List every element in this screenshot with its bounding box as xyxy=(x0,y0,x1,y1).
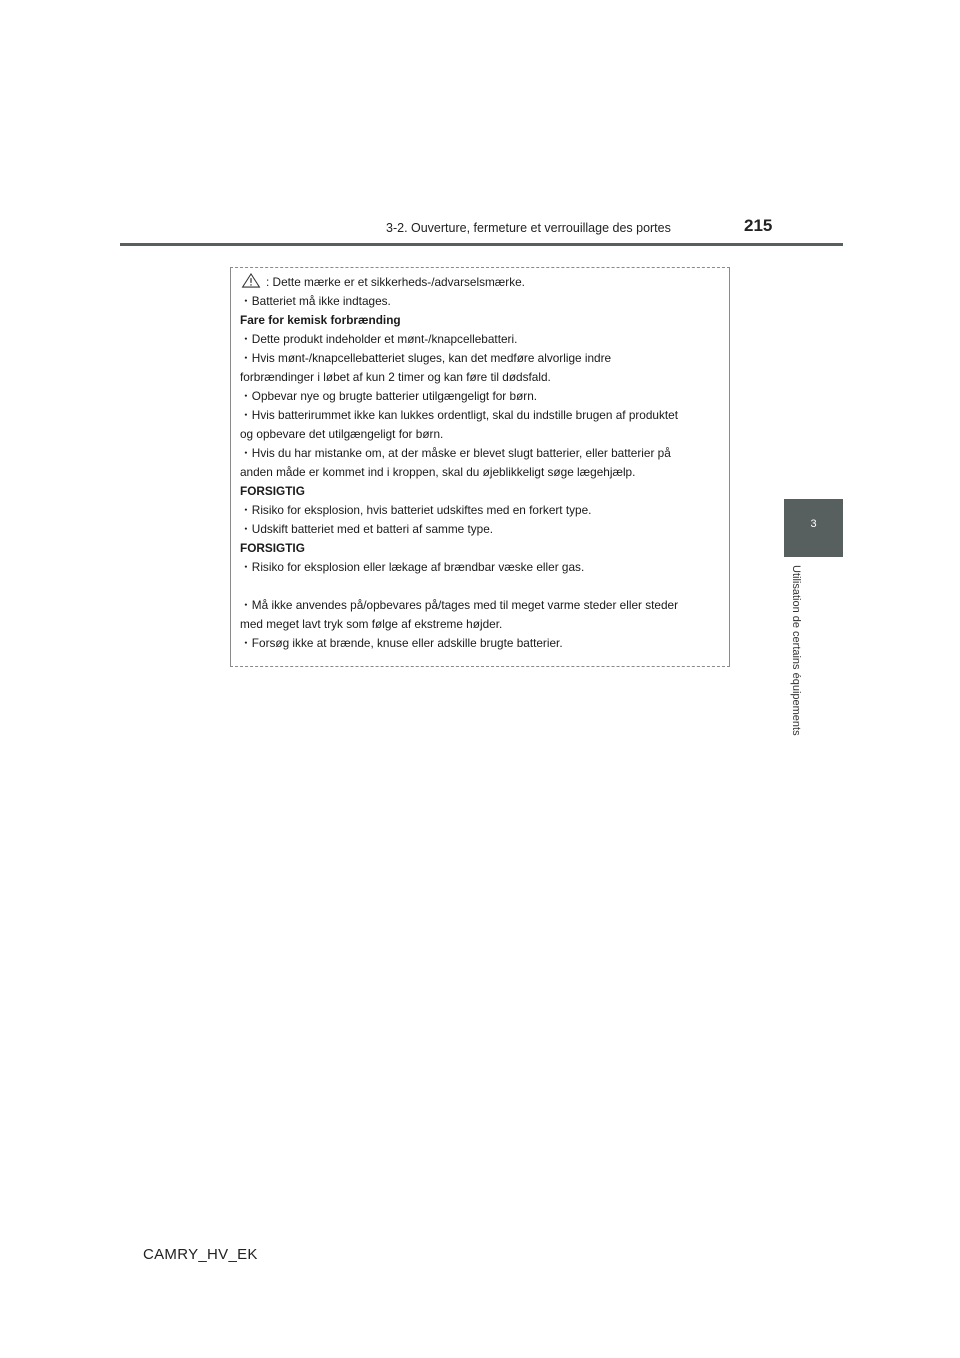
store-away-from-children: ・Opbevar nye og brugte batterier utilgængeligt for børn. xyxy=(240,389,538,403)
caution-heading-2: FORSIGTIG xyxy=(240,541,305,555)
compartment-warning-line-1: ・Hvis batterirummet ikke kan lukkes ordentligt, skal du indstille brugen af produktet xyxy=(240,408,678,422)
chemical-burn-heading: Fare for kemisk forbrænding xyxy=(240,313,401,327)
swallow-warning-line-1: ・Hvis mønt-/knapcellebatteriet sluges, kan det medføre alvorlige indre xyxy=(240,351,612,365)
warning-intro-line xyxy=(240,273,723,292)
suspect-swallow-line-1: ・Hvis du har mistanke om, at der måske er blevet slugt batterier, eller batterier på xyxy=(240,446,671,460)
paragraph-spacer xyxy=(240,577,723,596)
chapter-tab: 3 xyxy=(784,499,843,557)
suspect-swallow-line-2: anden måde er kommet ind i kroppen, skal du øjeblikkeligt søge lægehjælp. xyxy=(240,465,636,479)
replace-same-type: ・Udskift batteriet med et batteri af samme type. xyxy=(240,522,494,536)
warning-intro-text: : Dette mærke er et sikkerheds-/advarselsmærke. xyxy=(266,275,525,289)
explosion-leakage: ・Risiko for eksplosion eller lækage af brændbar væske eller gas. xyxy=(240,560,585,574)
chapter-title: Utilisation de certains équipements xyxy=(790,565,802,736)
contains-coin-cell: ・Dette produkt indeholder et mønt-/knapcellebatteri. xyxy=(240,332,518,346)
battery-warning-box xyxy=(230,267,730,667)
temperature-warning-line-1: ・Må ikke anvendes på/opbevares på/tages med til meget varme steder eller steder xyxy=(240,598,679,612)
warning-triangle-icon xyxy=(241,273,261,288)
compartment-warning-line-2: og opbevare det utilgængeligt for børn. xyxy=(240,427,444,441)
caution-heading-1: FORSIGTIG xyxy=(240,484,305,498)
battery-not-ingest: ・Batteriet må ikke indtages. xyxy=(240,294,391,308)
model-code: CAMRY_HV_EK xyxy=(143,1246,258,1263)
section-title: 3-2. Ouverture, fermeture et verrouillage des portes xyxy=(386,221,671,235)
swallow-warning-line-2: forbrændinger i løbet af kun 2 timer og kan føre til dødsfald. xyxy=(240,370,551,384)
no-burn-crush: ・Forsøg ikke at brænde, knuse eller adskille brugte batterier. xyxy=(240,636,563,650)
warning-text xyxy=(240,273,723,653)
page-number: 215 xyxy=(744,216,773,235)
explosion-wrong-type: ・Risiko for eksplosion, hvis batteriet udskiftes med en forkert type. xyxy=(240,503,592,517)
header-divider xyxy=(120,243,843,246)
temperature-warning-line-2: med meget lavt tryk som følge af ekstreme højder. xyxy=(240,617,503,631)
